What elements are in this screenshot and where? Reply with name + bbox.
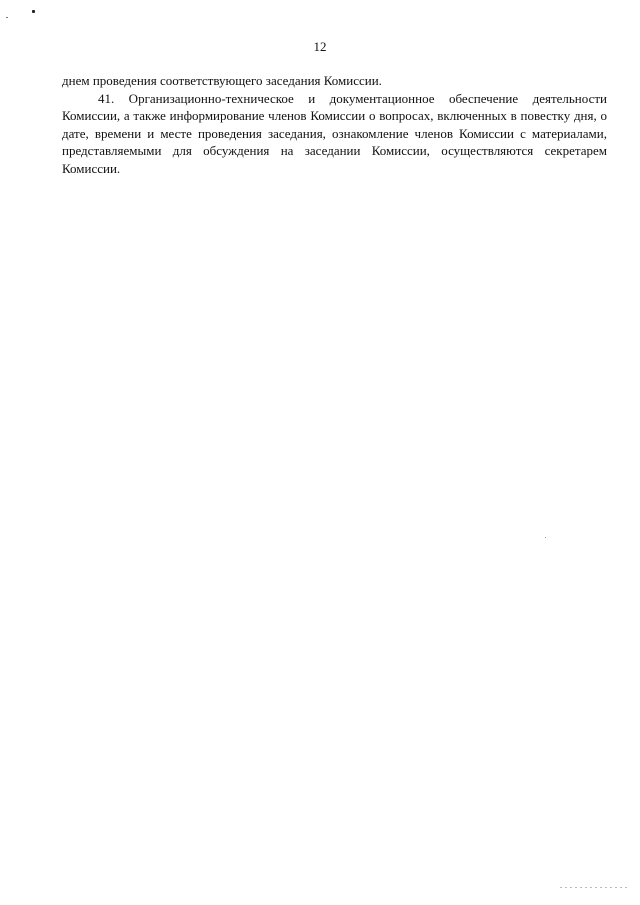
scan-speck — [32, 10, 35, 13]
scan-edge-mark — [560, 887, 630, 888]
document-body — [62, 72, 607, 177]
scan-speck — [6, 17, 8, 18]
paragraph-41: 41. Организационно-техническое и документационное обеспечение деятельности Комиссии, а также информирование членов Комиссии о вопросах, включенных в повестку дня, о дате, времени и месте проведения заседания, ознакомление членов Комиссии с материалами, представляемыми для обсуждения на заседании Комиссии, осуществляются секретарем Комиссии. — [62, 90, 607, 176]
page-number: 12 — [313, 39, 327, 54]
paragraph-continued: днем проведения соответствующего заседания Комиссии. — [62, 73, 382, 88]
scan-speck — [545, 537, 546, 538]
